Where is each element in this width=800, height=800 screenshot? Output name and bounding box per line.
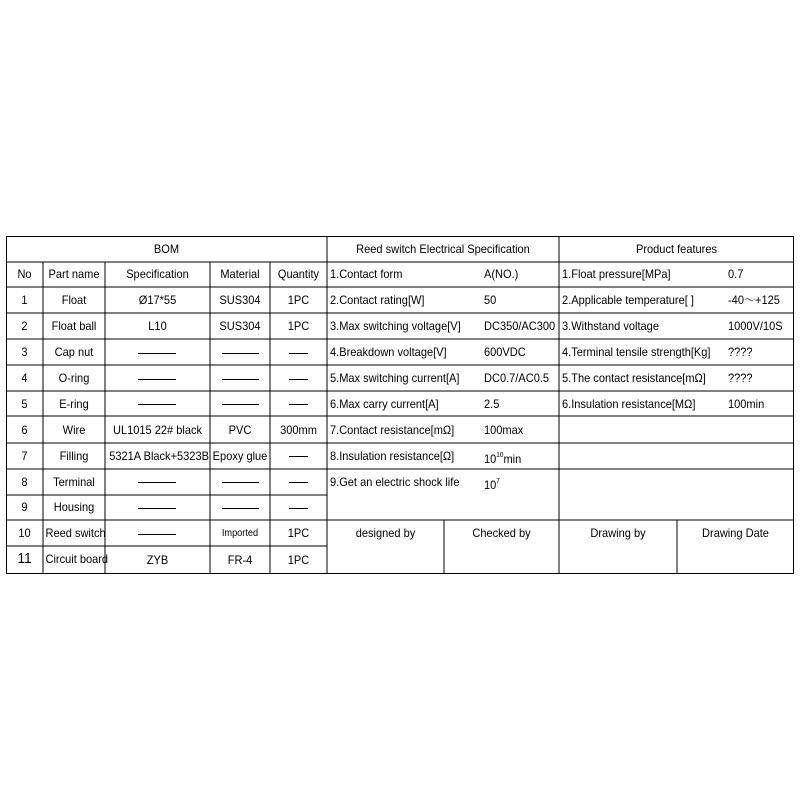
bom-row-quantity: 1PC [287,553,310,567]
bom-row-material: PVC [228,423,252,437]
feature-value: 0.7 [728,267,744,281]
feature-label: 6.Insulation resistance[MΩ] [562,397,696,411]
feature-label: 4.Terminal tensile strength[Kg] [562,345,711,359]
bom-header: BOM [153,242,180,256]
feature-value: -40～+125 [728,293,780,307]
bom-row-material: Imported [221,528,259,539]
column-header-specification: Specification [126,267,189,281]
bom-row-part-name: O-ring [58,371,90,385]
empty-dash [222,379,259,380]
empty-dash [289,482,308,483]
electrical-spec-value: 50 [484,293,497,307]
column-header-material: Material [220,267,260,281]
electrical-spec-value: $10^{10}\min$ [484,452,522,466]
electrical-spec-label: 2.Contact rating[W] [330,293,425,307]
bom-row-quantity: 300mm [280,423,317,437]
electrical-spec-label: 4.Breakdown voltage[V] [330,345,447,359]
empty-dash [138,379,176,380]
bom-row-part-name: E-ring [59,397,89,411]
feature-label: 2.Applicable temperature[ ] [562,293,694,307]
electrical-spec-value: A(NO.) [484,267,519,281]
bom-row-part-name: Circuit board [45,552,109,566]
drawing-date-label: Drawing Date [702,526,769,540]
bom-row-part-name: Float ball [51,319,97,333]
empty-dash [138,404,176,405]
bom-row-no: 8 [21,475,28,489]
electrical-spec-label: 1.Contact form [330,267,403,281]
bom-row-specification: ZYB [146,553,169,567]
bom-row-no: 3 [21,345,28,359]
column-header-part-name: Part name [48,267,100,281]
feature-label: 1.Float pressure[MPa] [562,267,671,281]
feature-label: 5.The contact resistance[mΩ] [562,371,706,385]
bom-row-no: 4 [21,371,28,385]
electrical-spec-label: 6.Max carry current[A] [330,397,439,411]
bom-row-part-name: Wire [62,423,86,437]
feature-value: ???? [728,345,753,359]
column-header-no: No [17,267,32,281]
checked-by-label: Checked by [472,526,531,540]
bom-row-quantity: 1PC [287,319,310,333]
empty-dash [138,508,176,509]
bom-row-quantity: 1PC [287,293,310,307]
empty-dash [289,353,308,354]
empty-dash [138,353,176,354]
electrical-spec-label: 7.Contact resistance[mΩ] [330,423,455,437]
drawing-by-label: Drawing by [590,526,646,540]
bom-row-material: Epoxy glue [212,449,268,463]
electrical-spec-label: 8.Insulation resistance[Ω] [330,449,455,463]
bom-row-quantity: 1PC [287,526,310,540]
bom-row-no: 10 [18,526,31,540]
empty-dash [222,353,259,354]
bom-row-part-name: Terminal [53,475,95,489]
bom-row-no: 6 [21,423,28,437]
bom-spec-sheet [6,236,794,574]
electrical-spec-value: DC0.7/AC0.5 [484,371,550,385]
column-header-quantity: Quantity [277,267,320,281]
empty-dash [222,508,259,509]
empty-dash [289,508,308,509]
feature-value: ???? [728,371,753,385]
bom-row-part-name: Float [61,293,87,307]
bom-row-no: 1 [21,293,28,307]
bom-row-material: SUS304 [219,319,261,333]
electrical-spec-value: 100max [484,423,524,437]
product-features-header: Product features [635,242,718,256]
bom-row-no: 5 [21,397,28,411]
bom-row-part-name: Housing [53,500,95,514]
empty-dash [222,482,259,483]
empty-dash [222,404,259,405]
electrical-spec-label: 5.Max switching current[A] [330,371,460,385]
feature-label: 3.Withstand voltage [562,319,659,333]
bom-row-material: SUS304 [219,293,261,307]
feature-value: 1000V/10S [728,319,783,333]
bom-row-no: 11 [17,550,32,567]
electrical-spec-header: Reed switch Electrical Specification [356,242,530,256]
electrical-spec-value: 2.5 [484,397,500,411]
empty-dash [138,482,176,483]
feature-value: 100min [728,397,765,411]
bom-row-part-name: Reed switch [45,526,106,540]
bom-row-part-name: Cap nut [54,345,94,359]
bom-row-part-name: Filling [59,449,89,463]
electrical-spec-label: 9.Get an electric shock life [330,475,460,489]
electrical-spec-label: 3.Max switching voltage[V] [330,319,461,333]
bom-row-no: 7 [21,449,28,463]
bom-row-specification: 5321A Black+5323B [109,449,209,463]
electrical-spec-value: $10^7$ [484,478,500,492]
empty-dash [289,456,308,457]
empty-dash [138,534,176,535]
electrical-spec-value: 600VDC [484,345,526,359]
electrical-spec-value: DC350/AC300 [484,319,556,333]
bom-row-no: 2 [21,319,28,333]
empty-dash [289,404,308,405]
bom-row-no: 9 [21,500,28,514]
designed-by-label: designed by [355,526,416,540]
bom-row-material: FR-4 [227,553,253,567]
bom-row-specification: UL1015 22# black [112,423,203,437]
bom-row-specification: Ø17*55 [138,293,177,307]
bom-row-specification: L10 [148,319,167,333]
empty-dash [289,379,308,380]
